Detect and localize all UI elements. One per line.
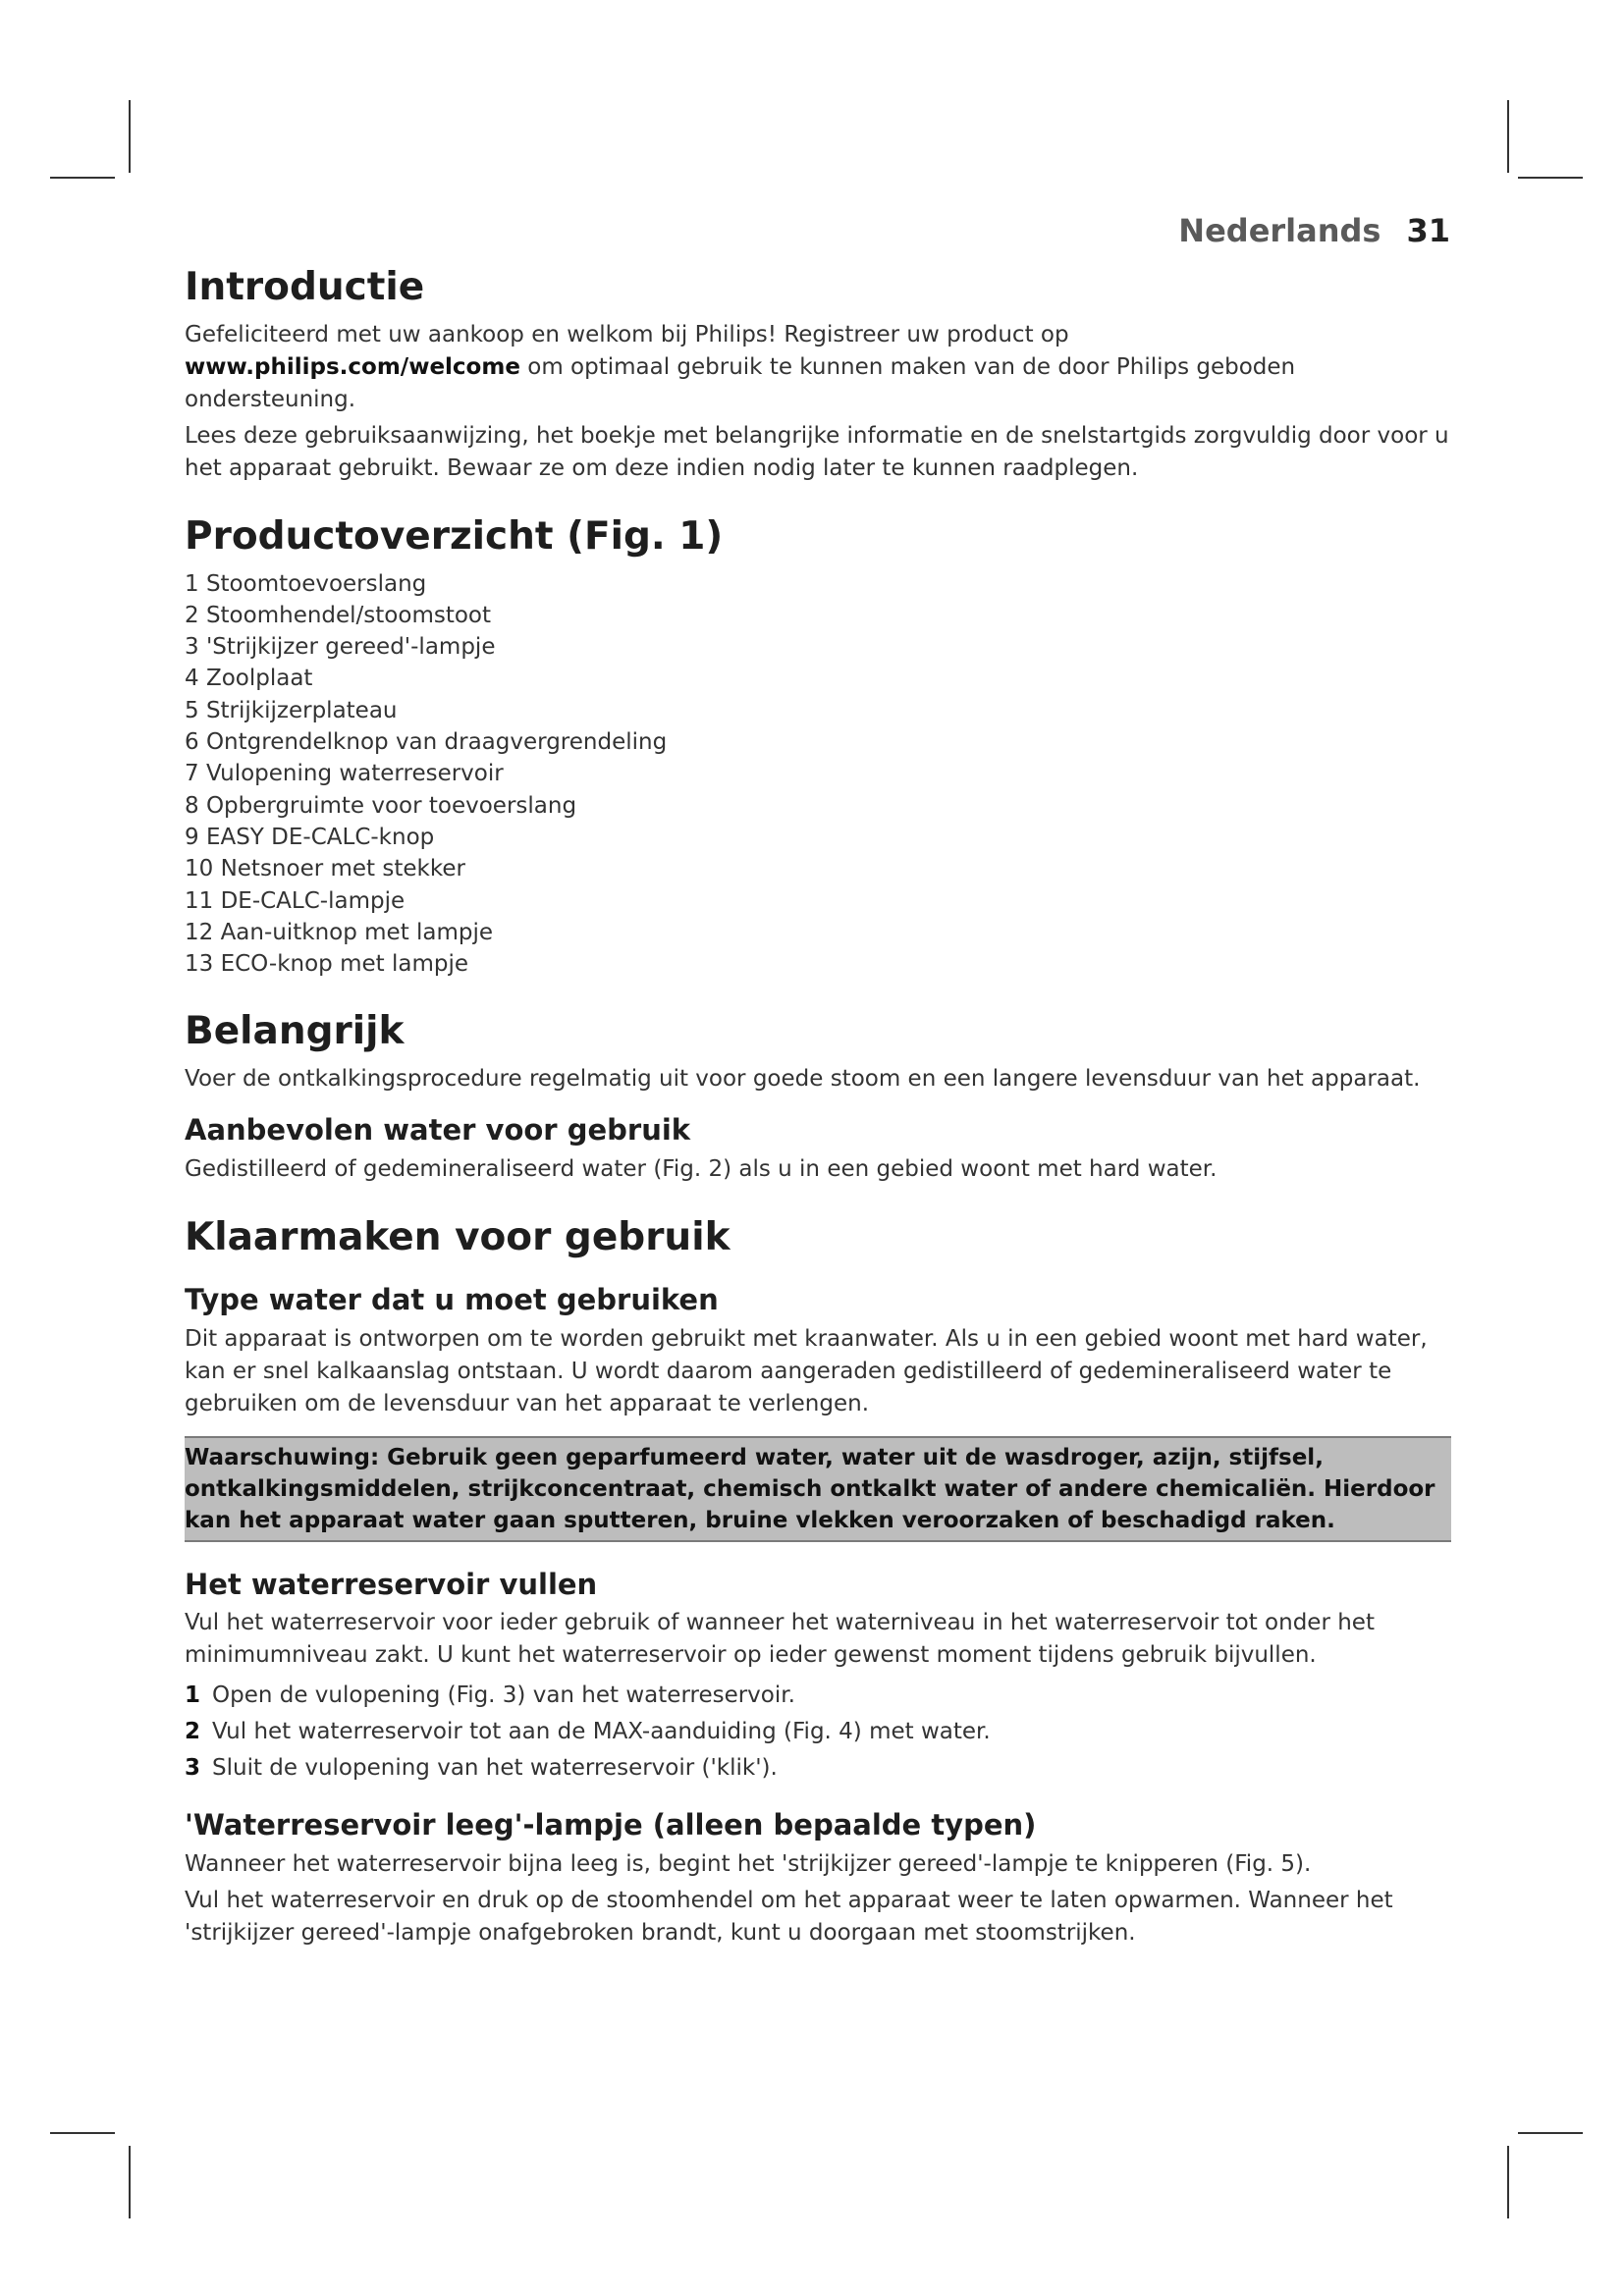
crop-mark-bottom-left-horizontal	[50, 2132, 115, 2134]
empty-light-title: 'Waterreservoir leeg'-lampje (alleen bepaalde typen)	[185, 1808, 1037, 1842]
intro-text-before-url: Gefeliciteerd met uw aankoop en welkom bij Philips! Registreer uw product op	[185, 321, 1069, 347]
page-number: 31	[1406, 212, 1450, 249]
intro-paragraph-1	[185, 319, 1451, 416]
list-item: 3 'Strijkijzer gereed'-lampje	[185, 634, 496, 661]
intro-title: Introductie	[185, 265, 425, 309]
important-section	[185, 1009, 1451, 1186]
step-item	[185, 1750, 1451, 1787]
crop-mark-top-right-horizontal	[1518, 177, 1583, 179]
crop-mark-bottom-right-vertical	[1507, 2146, 1509, 2218]
list-item: 12 Aan-uitknop met lampje	[185, 919, 494, 945]
crop-mark-bottom-left-vertical	[129, 2146, 131, 2218]
fill-reservoir-paragraph: Vul het waterreservoir voor ieder gebruik of wanneer het waterniveau in het waterreservoir tot onder het minimumniveau zakt. U kunt het waterreservoir op ieder gewenst moment tijdens gebruik bijvullen.	[185, 1610, 1375, 1669]
overview-section	[185, 514, 1451, 981]
list-item: 5 Strijkijzerplateau	[185, 697, 398, 723]
list-item: 10 Netsnoer met stekker	[185, 856, 465, 882]
warning-line: ontkalkingsmiddelen, strijkconcentraat, chemisch ontkalkt water of andere chemicaliën. Hierdoor	[185, 1475, 1435, 1502]
step-number: 2	[185, 1719, 201, 1745]
philips-welcome-link[interactable]: www.philips.com/welcome	[185, 353, 520, 380]
list-item: 7 Vulopening waterreservoir	[185, 761, 504, 787]
list-item: 4 Zoolplaat	[185, 666, 313, 692]
prepare-title: Klaarmaken voor gebruik	[185, 1215, 731, 1260]
warning-box	[185, 1436, 1451, 1542]
empty-light-paragraph-2: Vul het waterreservoir en druk op de stoomhendel om het apparaat weer te laten opwarmen. Wanneer het 'strijkijzer gereed'-lampje onafgebroken brandt, kunt u doorgaan met stoomstrijken.	[185, 1888, 1393, 1947]
intro-paragraph-2: Lees deze gebruiksaanwijzing, het boekje met belangrijke informatie en de snelstartgids zorgvuldig door voor u het apparaat gebruikt. Bewaar ze om deze indien nodig later te kunnen raadplegen.	[185, 422, 1449, 481]
water-type-title: Type water dat u moet gebruiken	[185, 1282, 719, 1316]
warning-line: kan het apparaat water gaan sputteren, bruine vlekken veroorzaken of beschadigd raken.	[185, 1507, 1335, 1533]
step-text: Open de vulopening (Fig. 3) van het waterreservoir.	[212, 1682, 795, 1709]
header-language: Nederlands	[1178, 212, 1381, 249]
page-content	[185, 265, 1451, 1979]
water-type-paragraph: Dit apparaat is ontworpen om te worden gebruikt met kraanwater. Als u in een gebied woont met hard water, kan er snel kalkaanslag ontstaan. U wordt daarom aangeraden gedistilleerd of gedemineraliseerd water te gebruiken om de levensduur van het apparaat te verlengen.	[185, 1325, 1428, 1416]
overview-title: Productoverzicht (Fig. 1)	[185, 513, 724, 559]
crop-mark-top-right-vertical	[1507, 100, 1509, 173]
step-number: 1	[185, 1682, 201, 1709]
crop-mark-top-left-vertical	[129, 100, 131, 173]
fill-steps	[185, 1678, 1451, 1787]
step-text: Vul het waterreservoir tot aan de MAX-aanduiding (Fig. 4) met water.	[212, 1719, 991, 1745]
empty-light-paragraph-1: Wanneer het waterreservoir bijna leeg is, begint het 'strijkijzer gereed'-lampje te knipperen (Fig. 5).	[185, 1851, 1312, 1878]
warning-line: Waarschuwing: Gebruik geen geparfumeerd water, water uit de wasdroger, azijn, stijfsel,	[185, 1444, 1324, 1470]
list-item: 8 Opbergruimte voor toevoerslang	[185, 792, 577, 819]
parts-list	[185, 568, 1451, 981]
step-text: Sluit de vulopening van het waterreservoir ('klik').	[212, 1755, 778, 1782]
list-item: 9 EASY DE-CALC-knop	[185, 824, 435, 850]
step-item	[185, 1678, 1451, 1714]
list-item: 2 Stoomhendel/stoomstoot	[185, 602, 492, 628]
crop-mark-bottom-right-horizontal	[1518, 2132, 1583, 2134]
crop-mark-top-left-horizontal	[50, 177, 115, 179]
list-item: 13 ECO-knop met lampje	[185, 951, 469, 978]
list-item: 1 Stoomtoevoerslang	[185, 570, 427, 597]
fill-reservoir-title: Het waterreservoir vullen	[185, 1567, 598, 1601]
step-number: 3	[185, 1755, 201, 1782]
page-header	[1178, 212, 1450, 249]
prepare-section	[185, 1215, 1451, 1949]
important-title: Belangrijk	[185, 1009, 405, 1054]
intro-text-after-url: om optimaal gebruik te kunnen maken van de door Philips geboden ondersteuning.	[185, 353, 1296, 412]
recommended-water-paragraph: Gedistilleerd of gedemineraliseerd water (Fig. 2) als u in een gebied woont met hard water.	[185, 1156, 1218, 1183]
recommended-water-title: Aanbevolen water voor gebruik	[185, 1113, 691, 1148]
intro-section	[185, 265, 1451, 485]
step-item	[185, 1714, 1451, 1750]
important-paragraph: Voer de ontkalkingsprocedure regelmatig uit voor goede stoom en een langere levensduur van het apparaat.	[185, 1066, 1421, 1093]
list-item: 6 Ontgrendelknop van draagvergrendeling	[185, 729, 668, 756]
list-item: 11 DE-CALC-lampje	[185, 887, 406, 914]
